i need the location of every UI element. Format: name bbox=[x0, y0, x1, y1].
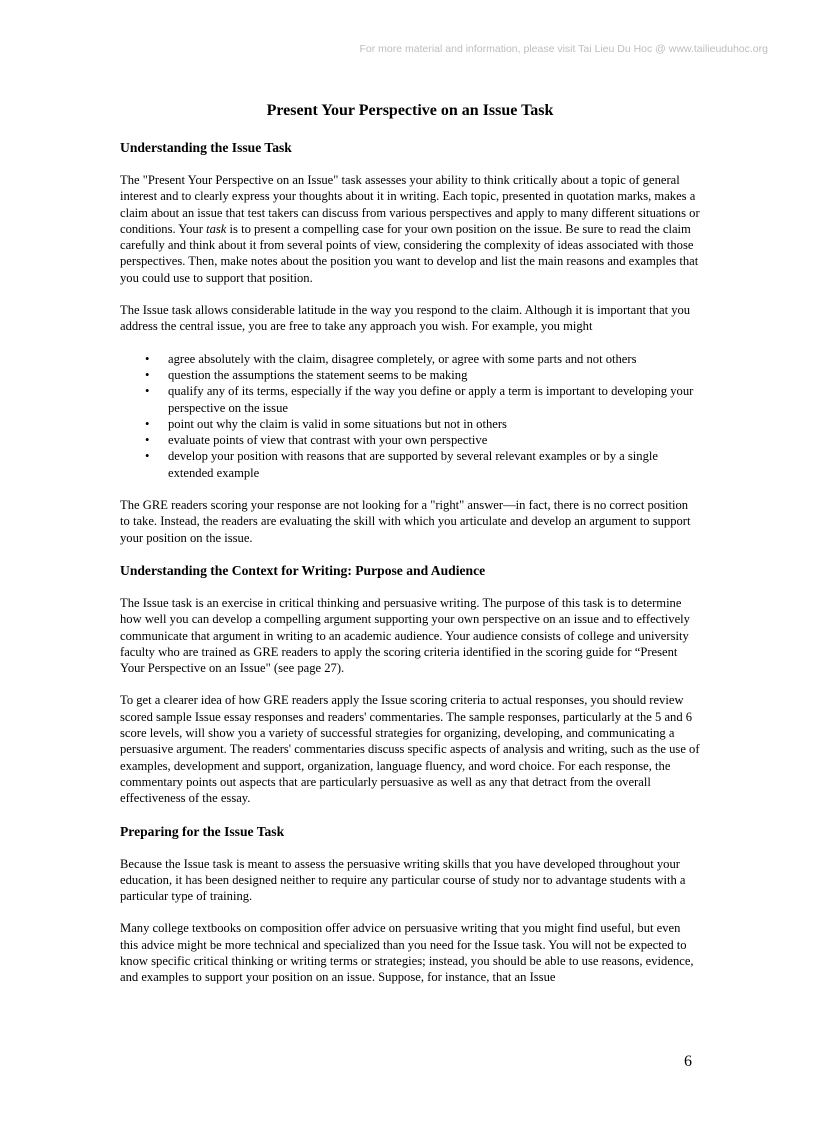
list-item bbox=[145, 432, 700, 448]
paragraph: The Issue task allows considerable latitude in the way you respond to the claim. Although it is important that you address the central issue, you are free to take any approach you wish. For example, you might bbox=[120, 303, 691, 334]
list-item-text: point out why the claim is valid in some situations but not in others bbox=[168, 416, 507, 431]
section-heading-issue-task: Understanding the Issue Task bbox=[120, 140, 292, 155]
bullet-icon: • bbox=[145, 351, 150, 366]
page-number: 6 bbox=[684, 1053, 692, 1070]
section-heading-preparing: Preparing for the Issue Task bbox=[120, 823, 285, 839]
bullet-icon: • bbox=[145, 384, 150, 399]
paragraph: The GRE readers scoring your response are not looking for a "right" answer—in fact, there is no correct position to take. Instead, the readers are evaluating the skill with which you articulate and develop an argument to support your position on the issue. bbox=[120, 498, 691, 545]
emphasis-task: task bbox=[206, 221, 227, 236]
paragraph: Because the Issue task is meant to assess the persuasive writing skills that you have developed throughout your education, it has been designed neither to require any particular course of study nor to advantage students with a particular type of training. bbox=[120, 856, 686, 904]
list-item-text: agree absolutely with the claim, disagree completely, or agree with some parts and not others bbox=[168, 351, 637, 366]
paragraph bbox=[120, 172, 700, 286]
list-item-text: qualify any of its terms, especially if the way you define or apply a term is important to developing your perspective on the issue bbox=[168, 384, 694, 415]
list-item bbox=[145, 367, 700, 383]
paragraph-text: is to present a compelling case for your own position on the issue. Be sure to read the claim carefully and think about it from several points of view, considering the complexity of ideas associated with those perspectives. Then, make notes about the position you want to develop and list the main reasons and examples that you could use to support that position. bbox=[120, 221, 699, 285]
list-item-text: question the assumptions the statement seems to be making bbox=[168, 367, 468, 382]
paragraph: Many college textbooks on composition offer advice on persuasive writing that you might find useful, but even this advice might be more technical and specialized than you need for the Issue task. You will not be expected to know specific critical thinking or writing terms or strategies; instead, you should be able to use reasons, evidence, and examples to support your position on an issue. Suppose, for instance, that an Issue bbox=[120, 921, 694, 985]
bullet-icon: • bbox=[145, 416, 150, 431]
paragraph: The Issue task is an exercise in critical thinking and persuasive writing. The purpose of this task is to determine how well you can develop a compelling argument supporting your own perspective on an issue and to effectively communicate that argument in writing to an academic audience. Your audience consists of college and university faculty who are trained as GRE readers to apply the scoring criteria identified in the scoring guide for “Present Your Perspective on an Issue" (see page 27). bbox=[120, 595, 690, 676]
bullet-icon: • bbox=[145, 367, 150, 382]
list-item-text: develop your position with reasons that are supported by several relevant examples or by a single extended example bbox=[168, 449, 658, 480]
list-item bbox=[145, 351, 700, 367]
approach-list bbox=[120, 351, 700, 481]
paragraph-text: The "Present Your Perspective on an Issue" task assesses your ability to think critically about a topic of general interest and to clearly express your thoughts about it in writing. Each topic, presented in quotation marks, makes a claim about an issue that test takers can discuss from various perspectives and apply to many different situations or conditions. Your bbox=[120, 173, 700, 236]
watermark: For more material and information, please visit Tai Lieu Du Hoc @ www.tailieuduhoc.org bbox=[359, 43, 768, 55]
section-heading-context: Understanding the Context for Writing: Purpose and Audience bbox=[120, 562, 486, 578]
document-body bbox=[120, 101, 700, 1002]
bullet-icon: • bbox=[145, 433, 150, 448]
list-item bbox=[145, 448, 700, 481]
paragraph: To get a clearer idea of how GRE readers apply the Issue scoring criteria to actual responses, you should review scored sample Issue essay responses and readers' commentaries. The sample responses, particularly at the 5 and 6 score levels, will show you a variety of successful strategies for organizing, developing, and communicating a persuasive argument. The readers' commentaries discuss specific aspects of analysis and writing, such as the use of examples, development and support, organization, language fluency, and word choice. For each response, the commentary points out aspects that are particularly persuasive as well as any that detract from the overall effectiveness of the essay. bbox=[120, 693, 700, 806]
list-item-text: evaluate points of view that contrast with your own perspective bbox=[168, 433, 488, 448]
bullet-icon: • bbox=[145, 449, 150, 464]
page-title: Present Your Perspective on an Issue Task bbox=[266, 102, 554, 119]
list-item bbox=[145, 416, 700, 432]
list-item bbox=[145, 383, 700, 416]
